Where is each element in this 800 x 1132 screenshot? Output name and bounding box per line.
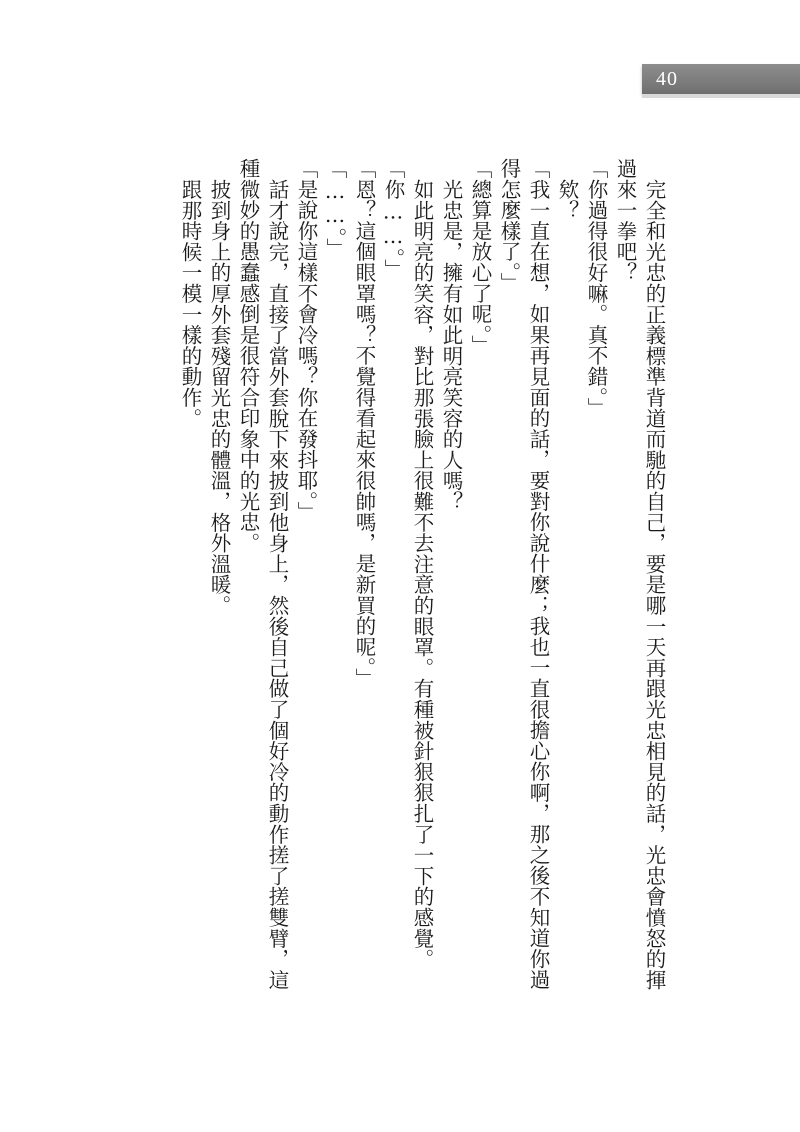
paragraph: 披到身上的厚外套殘留光忠的體溫，格外溫暖。 [207,178,231,616]
vertical-text-body [175,158,668,1008]
page-number: 40 [656,68,678,90]
paragraph: 光忠是，擁有如此明亮笑容的人嗎？ [439,178,463,512]
paragraph: 「……。」 [323,158,347,259]
paragraph: 如此明亮的笑容，對比那張臉上很難不去注意的眼罩。有種被針狠狠扎了一下的感覺。 [410,178,434,969]
paragraph: 「恩？這個眼罩嗎？不覺得看起來很帥嗎，是新買的呢。」 [352,158,376,689]
paragraph: 完全和光忠的正義標準背道而馳的自己，要是哪一天再跟光忠相見的話，光忠會憤怒的揮過來一拳吧？ [613,158,666,990]
paragraph: 「你……。」 [381,158,405,280]
paragraph: 「總算是放心了呢。」 [468,158,492,356]
page-number-tab [642,64,800,94]
paragraph: 「你過得很好嘛。真不錯。」 [584,158,608,419]
paragraph: 話才說完，直接了當外套脫下來披到他身上，然後自己做了個好冷的動作搓了搓雙臂，這種微妙的愚蠢感倒是很符合印象中的光忠。 [236,158,289,990]
paragraph: 跟那時候一模一樣的動作。 [178,178,202,429]
paragraph: 欸？ [555,178,579,221]
paragraph: 「我一直在想，如果再見面的話，要對你說什麼；我也一直很擔心你啊，那之後不知道你過得怎麼樣了。」 [497,158,550,990]
paragraph: 「是說你這樣不會冷嗎？你在發抖耶。」 [294,158,318,523]
